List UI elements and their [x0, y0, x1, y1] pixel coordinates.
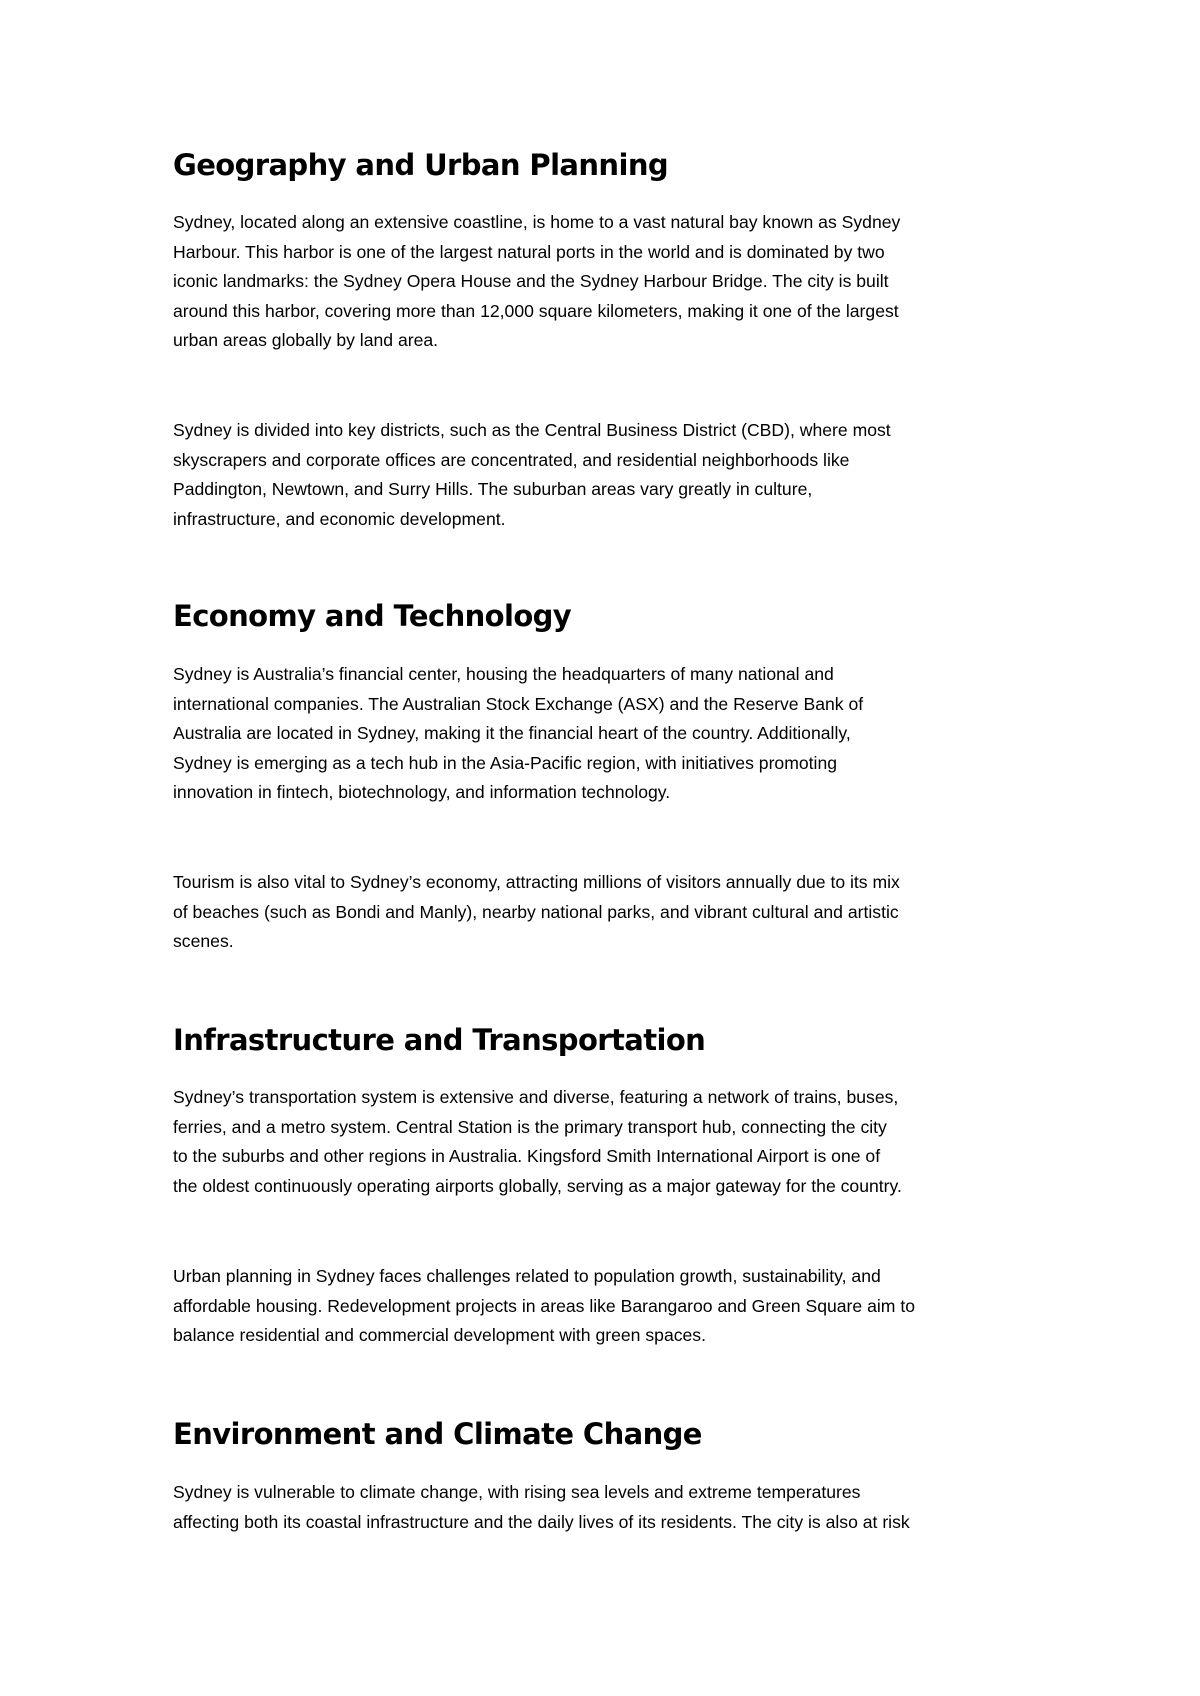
- text-line: international companies. The Australian Stock Exchange (ASX) and the Reserve Bank of: [173, 693, 864, 714]
- text-line: Sydney is vulnerable to climate change, with rising sea levels and extreme temperatures: [173, 1482, 861, 1502]
- paragraph-environment-1: [173, 1478, 910, 1537]
- paragraph-infrastructure-1: [173, 1083, 902, 1201]
- paragraph-economy-1: [173, 660, 863, 808]
- text-line: of beaches (such as Bondi and Manly), nearby national parks, and vibrant cultural and artistic: [173, 901, 899, 922]
- text-line: iconic landmarks: the Sydney Opera House and the Sydney Harbour Bridge. The city is built: [173, 271, 889, 291]
- paragraph-geography-2: [173, 416, 891, 534]
- paragraph-infrastructure-2: [173, 1262, 915, 1351]
- text-line: around this harbor, covering more than 12,000 square kilometers, making it one of the largest: [173, 300, 899, 321]
- text-line: Australia are located in Sydney, making it the financial heart of the country. Additionally,: [173, 723, 851, 743]
- text-line: urban areas globally by land area.: [173, 330, 439, 350]
- text-line: Paddington, Newtown, and Surry Hills. The suburban areas vary greatly in culture,: [173, 479, 813, 499]
- text-line: Sydney is emerging as a tech hub in the Asia-Pacific region, with initiatives promoting: [173, 752, 838, 773]
- text-line: Tourism is also vital to Sydney’s economy, attracting millions of visitors annually due to its mix: [173, 872, 900, 892]
- paragraph-geography-1: [173, 208, 900, 356]
- heading-infrastructure: Infrastructure and Transportation: [173, 1023, 706, 1057]
- text-line: Urban planning in Sydney faces challenges related to population growth, sustainability, and: [173, 1266, 881, 1286]
- heading-economy: Economy and Technology: [173, 599, 572, 633]
- text-line: Harbour. This harbor is one of the largest natural ports in the world and is dominated by two: [173, 241, 885, 262]
- text-line: Sydney is divided into key districts, such as the Central Business District (CBD), where most: [173, 420, 891, 440]
- text-line: ferries, and a metro system. Central Station is the primary transport hub, connecting the city: [173, 1116, 887, 1137]
- heading-geography: Geography and Urban Planning: [173, 148, 669, 182]
- text-line: Sydney is Australia’s financial center, housing the headquarters of many national and: [173, 664, 834, 684]
- text-line: affecting both its coastal infrastructure and the daily lives of its residents. The city is also at risk: [173, 1511, 910, 1532]
- text-line: affordable housing. Redevelopment projects in areas like Barangaroo and Green Square aim to: [173, 1295, 916, 1316]
- text-line: innovation in fintech, biotechnology, and information technology.: [173, 782, 671, 802]
- text-line: balance residential and commercial development with green spaces.: [173, 1325, 706, 1345]
- text-line: to the suburbs and other regions in Australia. Kingsford Smith International Airport is one of: [173, 1146, 881, 1166]
- text-line: infrastructure, and economic development.: [173, 508, 506, 529]
- text-line: Sydney’s transportation system is extensive and diverse, featuring a network of trains, buses,: [173, 1087, 899, 1107]
- text-line: scenes.: [173, 931, 234, 951]
- text-line: skyscrapers and corporate offices are concentrated, and residential neighborhoods like: [173, 449, 850, 470]
- paragraph-economy-2: [173, 868, 900, 957]
- text-line: Sydney, located along an extensive coastline, is home to a vast natural bay known as Sydney: [173, 212, 901, 232]
- heading-environment: Environment and Climate Change: [173, 1417, 702, 1451]
- text-line: the oldest continuously operating airports globally, serving as a major gateway for the country.: [173, 1175, 902, 1196]
